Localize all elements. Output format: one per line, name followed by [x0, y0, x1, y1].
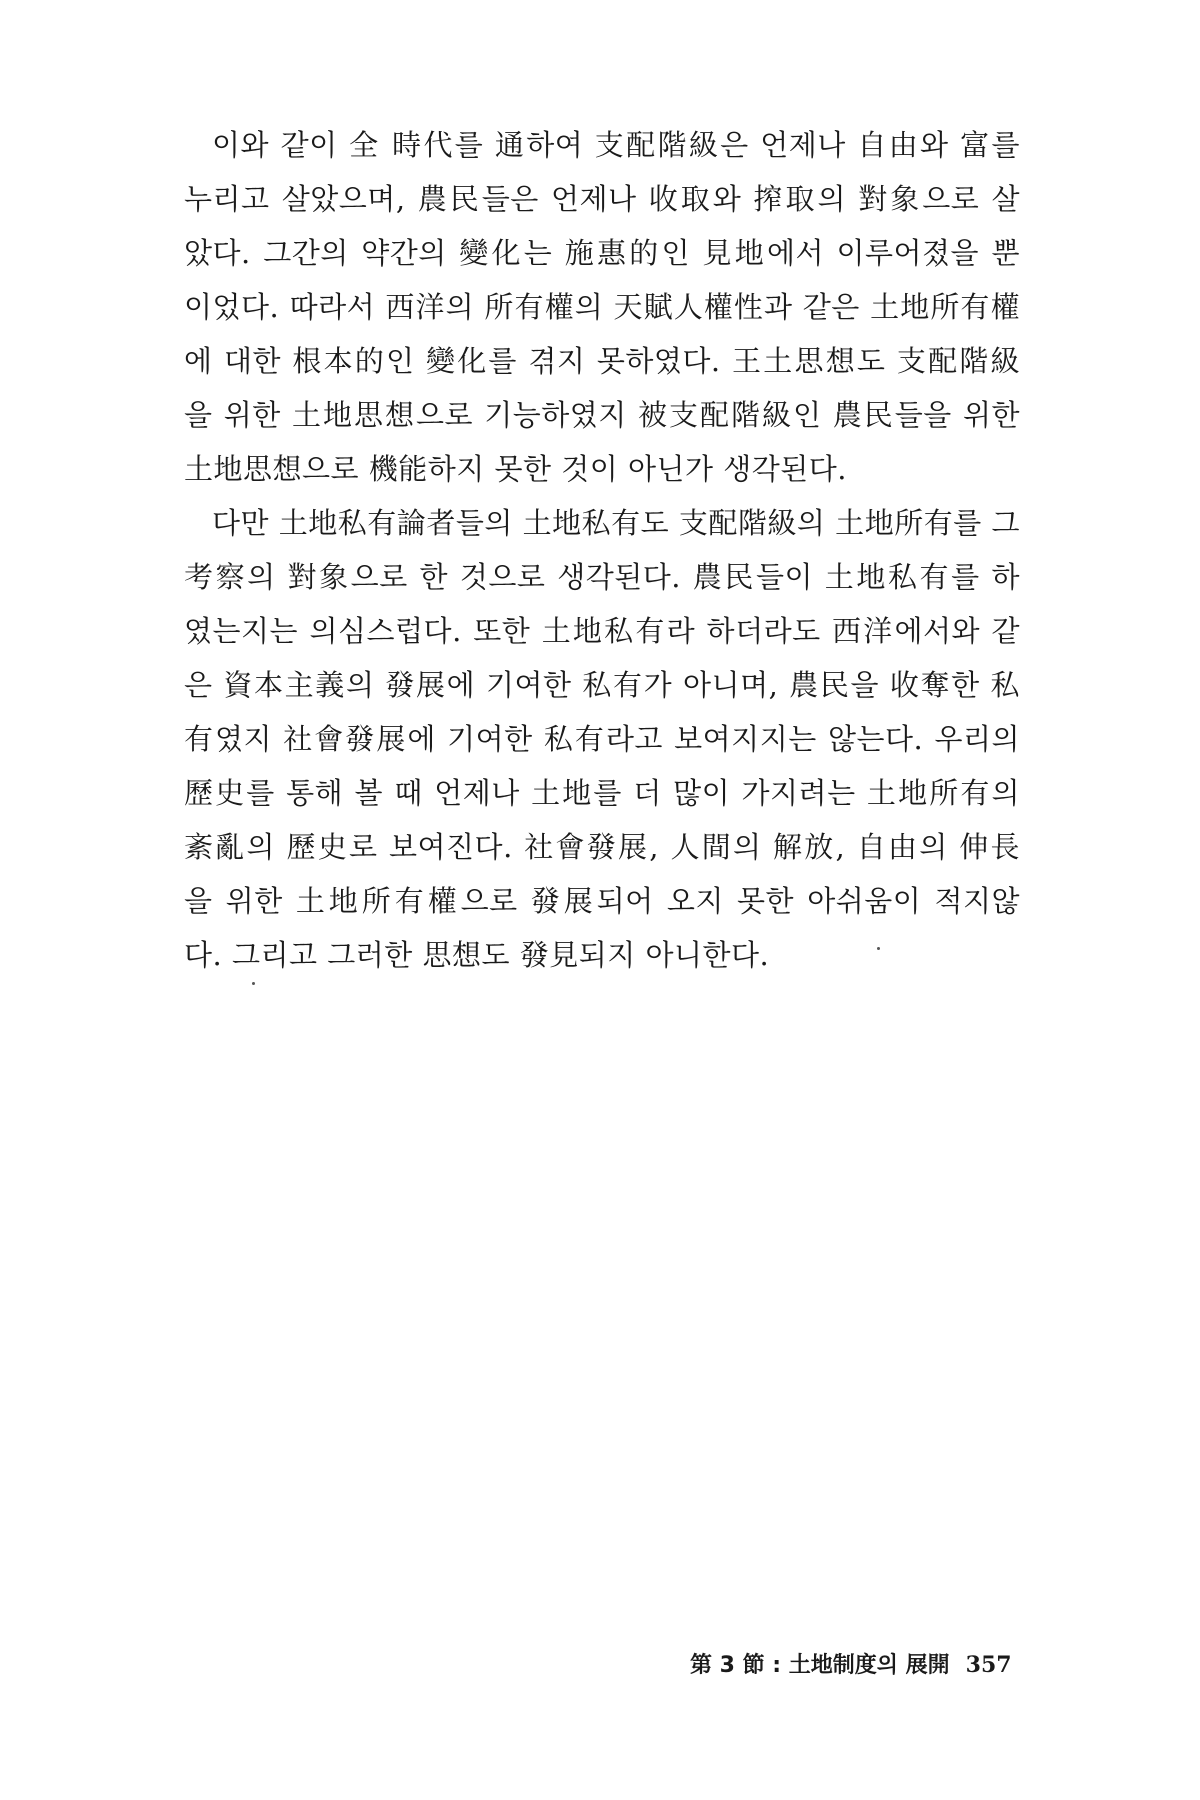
scan-speck: [252, 982, 255, 985]
text-line: 紊亂의 歷史로 보여진다. 社會發展, 人間의 解放, 自由의 伸長: [184, 830, 1020, 864]
text-line: 누리고 살았으며, 農民들은 언제나 收取와 搾取의 對象으로 살: [184, 182, 1020, 216]
text-line: 有였지 社會發展에 기여한 私有라고 보여지지는 않는다. 우리의: [184, 722, 1020, 756]
text-line: 이었다. 따라서 西洋의 所有權의 天賦人權性과 같은 土地所有權: [184, 290, 1020, 324]
text-line: 歷史를 통해 볼 때 언제나 土地를 더 많이 가지려는 土地所有의: [184, 776, 1020, 810]
text-line: 았다. 그간의 약간의 變化는 施惠的인 見地에서 이루어졌을 뿐: [184, 236, 1020, 270]
page-footer: [690, 1648, 1020, 1679]
page-number: 357: [965, 1652, 1012, 1678]
paragraph-2: [184, 496, 1020, 982]
body-text: [184, 118, 1020, 982]
text-line: 다. 그리고 그러한 思想도 發見되지 아니한다.: [184, 938, 770, 972]
text-line: 다만 土地私有論者들의 土地私有도 支配階級의 土地所有를 그: [212, 506, 1020, 540]
paragraph-1: [184, 118, 1020, 496]
text-line: 은 資本主義의 發展에 기여한 私有가 아니며, 農民을 收奪한 私: [184, 668, 1020, 702]
text-line: 에 대한 根本的인 變化를 겪지 못하였다. 王土思想도 支配階級: [184, 344, 1020, 378]
text-line: 였는지는 의심스럽다. 또한 土地私有라 하더라도 西洋에서와 같: [184, 614, 1020, 648]
text-line: 土地思想으로 機能하지 못한 것이 아닌가 생각된다.: [184, 452, 848, 486]
running-head: 第 3 節 : 土地制度의 展開: [690, 1653, 950, 1678]
text-line: 이와 같이 全 時代를 通하여 支配階級은 언제나 自由와 富를: [212, 128, 1020, 162]
scan-speck: [877, 947, 880, 950]
text-line: 考察의 對象으로 한 것으로 생각된다. 農民들이 土地私有를 하: [184, 560, 1020, 594]
text-line: 을 위한 土地思想으로 기능하였지 被支配階級인 農民들을 위한: [184, 398, 1020, 432]
text-line: 을 위한 土地所有權으로 發展되어 오지 못한 아쉬움이 적지않: [184, 884, 1020, 918]
